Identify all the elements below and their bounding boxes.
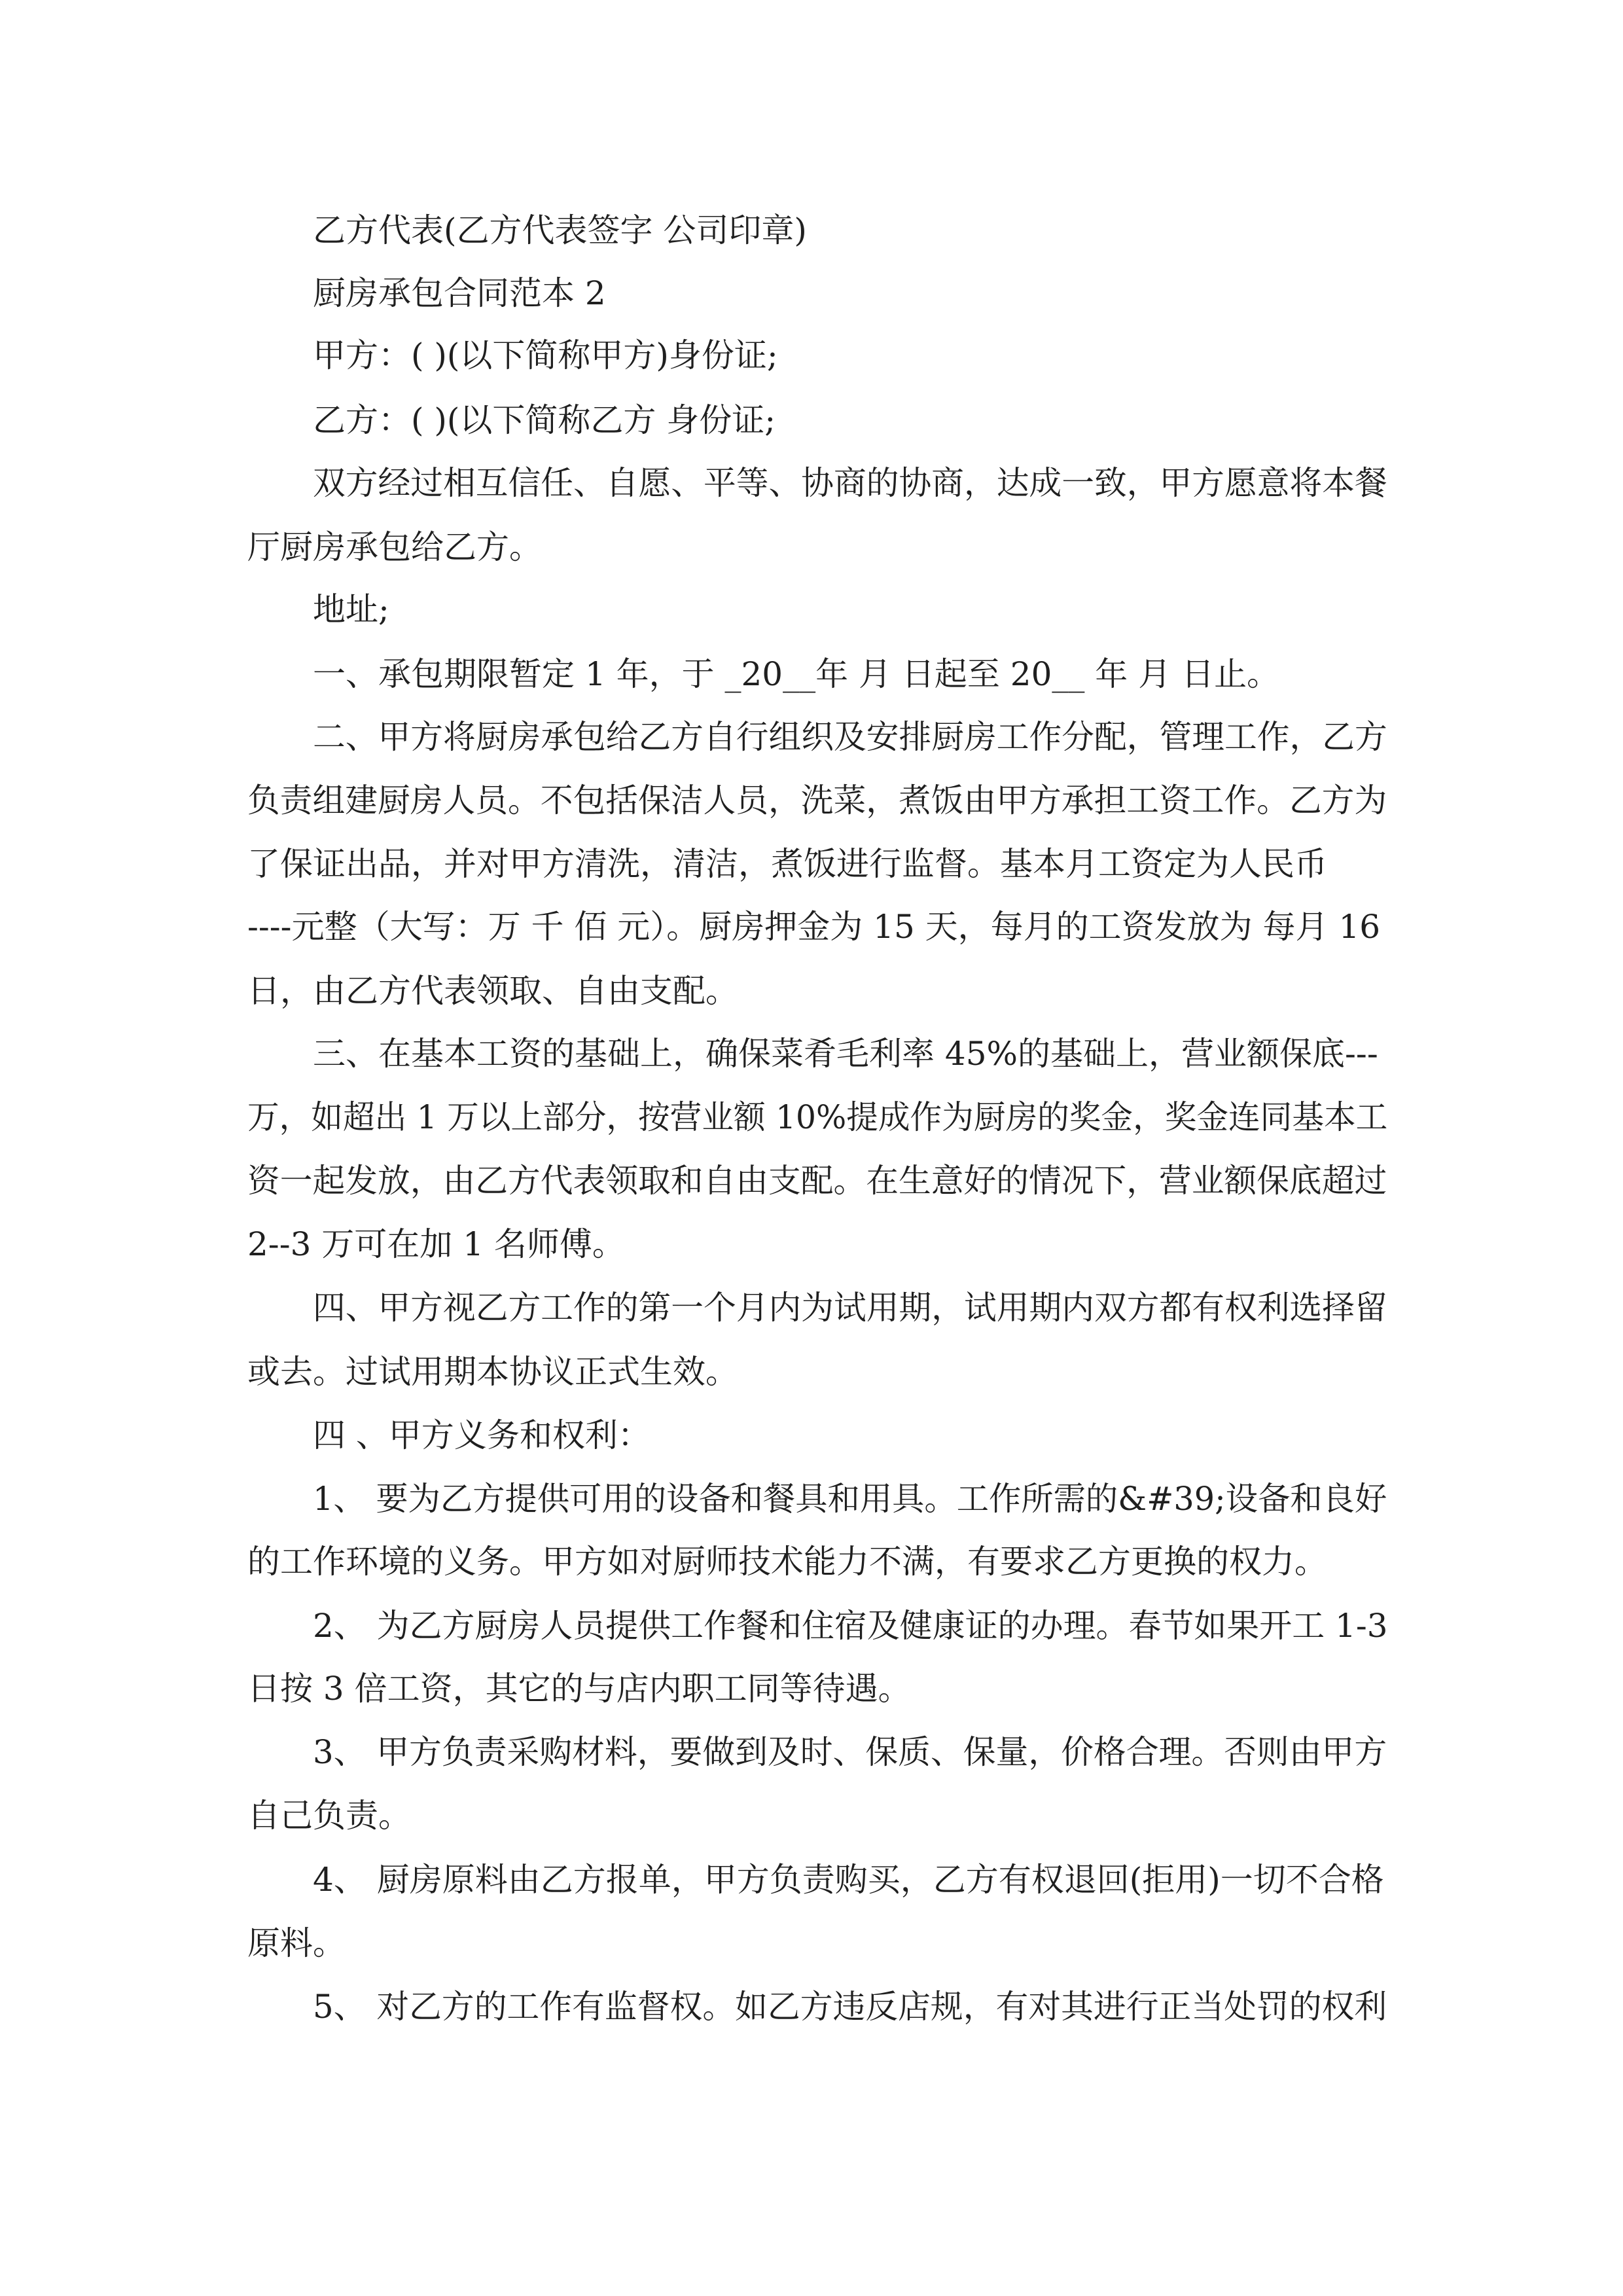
preamble-line-2: 厅厨房承包给乙方。	[247, 528, 542, 566]
clause-3-line-3: 资一起发放，由乙方代表领取和自由支配。在生意好的情况下，营业额保底超过	[247, 1162, 1387, 1200]
address-line: 地址;	[313, 590, 389, 628]
clause-3-line-2: 万，如超出 1 万以上部分，按营业额 10%提成作为厨房的奖金，奖金连同基本工	[247, 1098, 1388, 1136]
clause-2-line-1: 二、甲方将厨房承包给乙方自行组织及安排厨房工作分配，管理工作，乙方	[313, 718, 1387, 756]
clause-2-line-3: 了保证出品，并对甲方清洗，清洁，煮饭进行监督。基本月工资定为人民币	[247, 845, 1327, 883]
clause-4-line-1: 四、甲方视乙方工作的第一个月内为试用期，试用期内双方都有权利选择留	[313, 1289, 1387, 1327]
clause-3-line-1: 三、在基本工资的基础上，确保菜肴毛利率 45%的基础上，营业额保底---	[313, 1035, 1378, 1073]
item-1-line-2: 的工作环境的义务。甲方如对厨师技术能力不满，有要求乙方更换的权力。	[247, 1543, 1327, 1581]
item-3-line-1: 3、 甲方负责采购材料，要做到及时、保质、保量，价格合理。否则由甲方	[313, 1733, 1387, 1771]
contract-title: 厨房承包合同范本 2	[313, 274, 606, 312]
item-2-line-2: 日按 3 倍工资，其它的与店内职工同等待遇。	[247, 1670, 911, 1708]
item-3-line-2: 自己负责。	[247, 1797, 411, 1835]
preamble-line-1: 双方经过相互信任、自愿、平等、协商的协商，达成一致，甲方愿意将本餐	[313, 464, 1387, 502]
item-4-line-2: 原料。	[247, 1924, 346, 1962]
rep-signature-line: 乙方代表(乙方代表签字 公司印章)	[313, 211, 807, 249]
clause-2-line-4: ----元整（大写：万 千 佰 元）。厨房押金为 15 天，每月的工资发放为 每月 16	[247, 908, 1381, 946]
party-a-line: 甲方：( )(以下简称甲方)身份证;	[313, 336, 778, 374]
section-heading: 四 、甲方义务和权利：	[313, 1416, 651, 1454]
party-b-line: 乙方：( )(以下简称乙方 身份证;	[313, 401, 776, 439]
item-2-line-1: 2、 为乙方厨房人员提供工作餐和住宿及健康证的办理。春节如果开工 1-3	[313, 1607, 1388, 1645]
clause-2-line-5: 日，由乙方代表领取、自由支配。	[247, 972, 738, 1010]
clause-2-line-2: 负责组建厨房人员。不包括保洁人员，洗菜，煮饭由甲方承担工资工作。乙方为	[247, 781, 1387, 819]
clause-4-line-2: 或去。过试用期本协议正式生效。	[247, 1353, 738, 1391]
item-5-line-1: 5、 对乙方的工作有监督权。如乙方违反店规，有对其进行正当处罚的权利	[313, 1988, 1387, 2026]
item-1-line-1: 1、 要为乙方提供可用的设备和餐具和用具。工作所需的&#39;设备和良好	[313, 1480, 1387, 1518]
clause-1-line: 一、承包期限暂定 1 年，于 _20__年 月 日起至 20__ 年 月 日止。	[313, 655, 1280, 693]
item-4-line-1: 4、 厨房原料由乙方报单，甲方负责购买，乙方有权退回(拒用)一切不合格	[313, 1861, 1384, 1899]
clause-3-line-4: 2--3 万可在加 1 名师傅。	[247, 1225, 625, 1263]
